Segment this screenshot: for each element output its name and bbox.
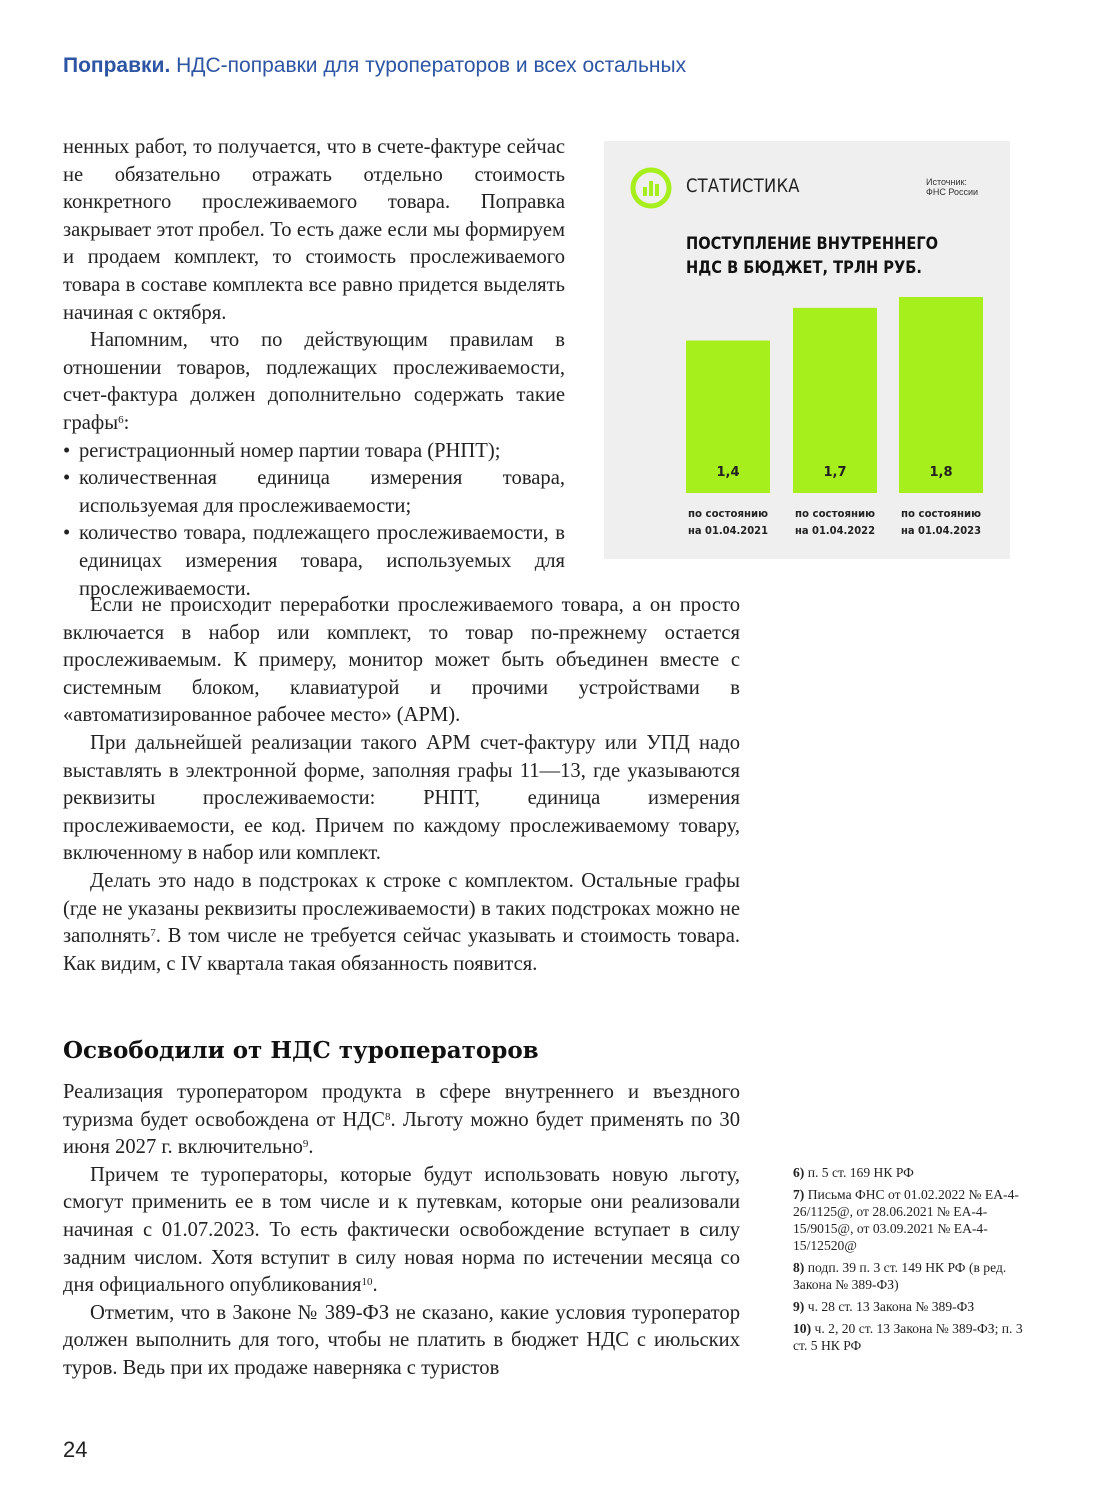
footnote xyxy=(793,1164,1028,1181)
value-label-2: 1,7 xyxy=(823,465,847,480)
page-number: 24 xyxy=(63,1437,88,1462)
category-label-1-line-1: по состоянию xyxy=(688,507,769,520)
paragraph-5-text-a: Делать это надо в подстроках к строке с комплектом. Остальные графы (где не указаны реквизиты прослеживаемости) в таких подстроках можно не заполнять xyxy=(63,869,740,948)
value-label-1: 1,4 xyxy=(716,465,740,480)
category-label-3-line-2: на 01.04.2023 xyxy=(901,524,981,537)
footnote-ref-6: 6 xyxy=(118,413,124,426)
paragraph-6 xyxy=(63,1079,740,1162)
paragraph-8: Отметим, что в Законе № 389-ФЗ не сказано, какие условия туроператор должен выполнить для того, чтобы не платить в бюджет НДС с июльских туров. Ведь при их продаже наверняка с туристов xyxy=(63,1301,740,1379)
narrow-text-column xyxy=(63,134,565,603)
paragraph-2 xyxy=(63,327,565,437)
footnote-text: п. 5 ст. 169 НК РФ xyxy=(807,1165,914,1180)
paragraph-1: ненных работ, то получается, что в счете-фактуре сейчас не обязательно отражать отдельно стоимость конкретного прослеживаемого товара. Поправка закрывает этот пробел. То есть даже если мы формируем и продаем комплект, то стоимость прослеживаемого товара в составе комплекта все равно придется выделять начиная с октября. xyxy=(63,136,565,324)
footnote xyxy=(793,1259,1028,1293)
paragraph-7-text-a: Причем те туроператоры, которые будут использовать новую льготу, смогут применить ее в том числе и к путевкам, которые они реализовали начиная с 01.07.2023. То есть фактически освобождение вступает в силу задним числом. Хотя вступит в силу новая норма по истечении месяца со дня официального опубликования xyxy=(63,1163,740,1297)
footnote-number: 10) xyxy=(793,1321,812,1336)
wide-text-column xyxy=(63,592,740,978)
source-line-2: ФНС России xyxy=(926,187,979,197)
paragraph-6-text-b: . Льготу можно будет применять по 30 июня 2027 г. включительно xyxy=(63,1108,740,1159)
paragraph-3: Если не происходит переработки прослеживаемого товара, а он просто включается в набор или комплект, то товар по-прежнему остается прослеживаемым. К примеру, монитор может быть объединен вместе с системным блоком, клавиатурой и прочими устройствами в «автоматизированное рабочее место» (АРМ). xyxy=(63,594,740,727)
list-item: • количественная единица измерения товара, используемая для прослеживаемости; xyxy=(63,465,565,520)
section-heading: Освободили от НДС туроператоров xyxy=(63,1037,539,1064)
header-section: Поправки. xyxy=(63,54,171,77)
paragraph-6-text-c: . xyxy=(308,1136,314,1159)
wide-text-column-2 xyxy=(63,1079,740,1383)
category-label-2-line-1: по состоянию xyxy=(795,507,876,520)
footnote-text: ч. 2, 20 ст. 13 Закона № 389-ФЗ; п. 3 ст. 5 НК РФ xyxy=(793,1321,1023,1353)
source-line-1: Источник: xyxy=(926,177,967,187)
requirements-list xyxy=(63,438,565,604)
footnotes xyxy=(793,1164,1028,1359)
paragraph-7 xyxy=(63,1162,740,1300)
footnote-text: Письма ФНС от 01.02.2022 № ЕА-4-26/1125@, от 28.06.2021 № ЕА-4-15/9015@, от 03.09.2021 № ЕА-4-15/12520@ xyxy=(793,1187,1019,1253)
footnote xyxy=(793,1320,1028,1354)
footnote-text: ч. 28 ст. 13 Закона № 389-ФЗ xyxy=(807,1299,975,1314)
footnote-ref-10: 10 xyxy=(361,1276,373,1289)
running-header xyxy=(63,54,686,78)
statistics-box xyxy=(604,141,1010,559)
paragraph-4: При дальнейшей реализации такого АРМ счет-фактуру или УПД надо выставлять в электронной форме, заполняя графы 11—13, где указываются реквизиты прослеживаемости: РНПТ, единица измерения прослеживаемости, ее код. Причем по каждому прослеживаемому товару, включенному в набор или комплект. xyxy=(63,731,740,865)
footnote-ref-7: 7 xyxy=(150,927,156,940)
value-label-3: 1,8 xyxy=(929,465,953,480)
footnote-ref-8: 8 xyxy=(385,1110,391,1123)
footnote-text: подп. 39 п. 3 ст. 149 НК РФ (в ред. Закона № 389-ФЗ) xyxy=(793,1260,1007,1292)
paragraph-6-text-a: Реализация туроператором продукта в сфере внутреннего и въездного туризма будет освобождена от НДС xyxy=(63,1081,740,1131)
footnote-number: 8) xyxy=(793,1260,805,1275)
paragraph-7-text-b: . xyxy=(372,1274,378,1297)
footnote xyxy=(793,1298,1028,1315)
statistics-label: СТАТИСТИКА xyxy=(686,175,800,197)
chart-title: ПОСТУПЛЕНИЕ ВНУТРЕННЕГО НДС В БЮДЖЕТ, ТРЛН РУБ. xyxy=(686,234,939,278)
paragraph-2-text: Напомним, что по действующим правилам в отношении товаров, подлежащих прослеживаемости, счет-фактура должен дополнительно содержать такие графы xyxy=(63,329,565,434)
vat-revenue-chart xyxy=(604,141,1010,559)
paragraph-2-end: : xyxy=(123,411,130,434)
footnote xyxy=(793,1186,1028,1254)
footnote-ref-9: 9 xyxy=(302,1138,309,1151)
footnote-number: 6) xyxy=(793,1165,805,1180)
list-item: • количество товара, подлежащего прослеживаемости, в единицах измерения товара, используемых для прослеживаемости. xyxy=(63,520,565,603)
footnote-number: 9) xyxy=(793,1299,805,1314)
paragraph-5-text-b: . В том числе не требуется сейчас указывать и стоимость товара. Как видим, с IV квартала такая обязанность появится. xyxy=(63,925,740,975)
footnote-number: 7) xyxy=(793,1187,805,1202)
category-label-1-line-2: на 01.04.2021 xyxy=(688,524,768,537)
paragraph-5 xyxy=(63,868,740,978)
category-label-2-line-2: на 01.04.2022 xyxy=(795,524,875,537)
header-title: НДС-поправки для туроператоров и всех остальных xyxy=(176,54,687,77)
category-label-3-line-1: по состоянию xyxy=(901,507,982,520)
list-item: • регистрационный номер партии товара (РНПТ); xyxy=(63,438,565,466)
bar-3 xyxy=(899,297,983,493)
